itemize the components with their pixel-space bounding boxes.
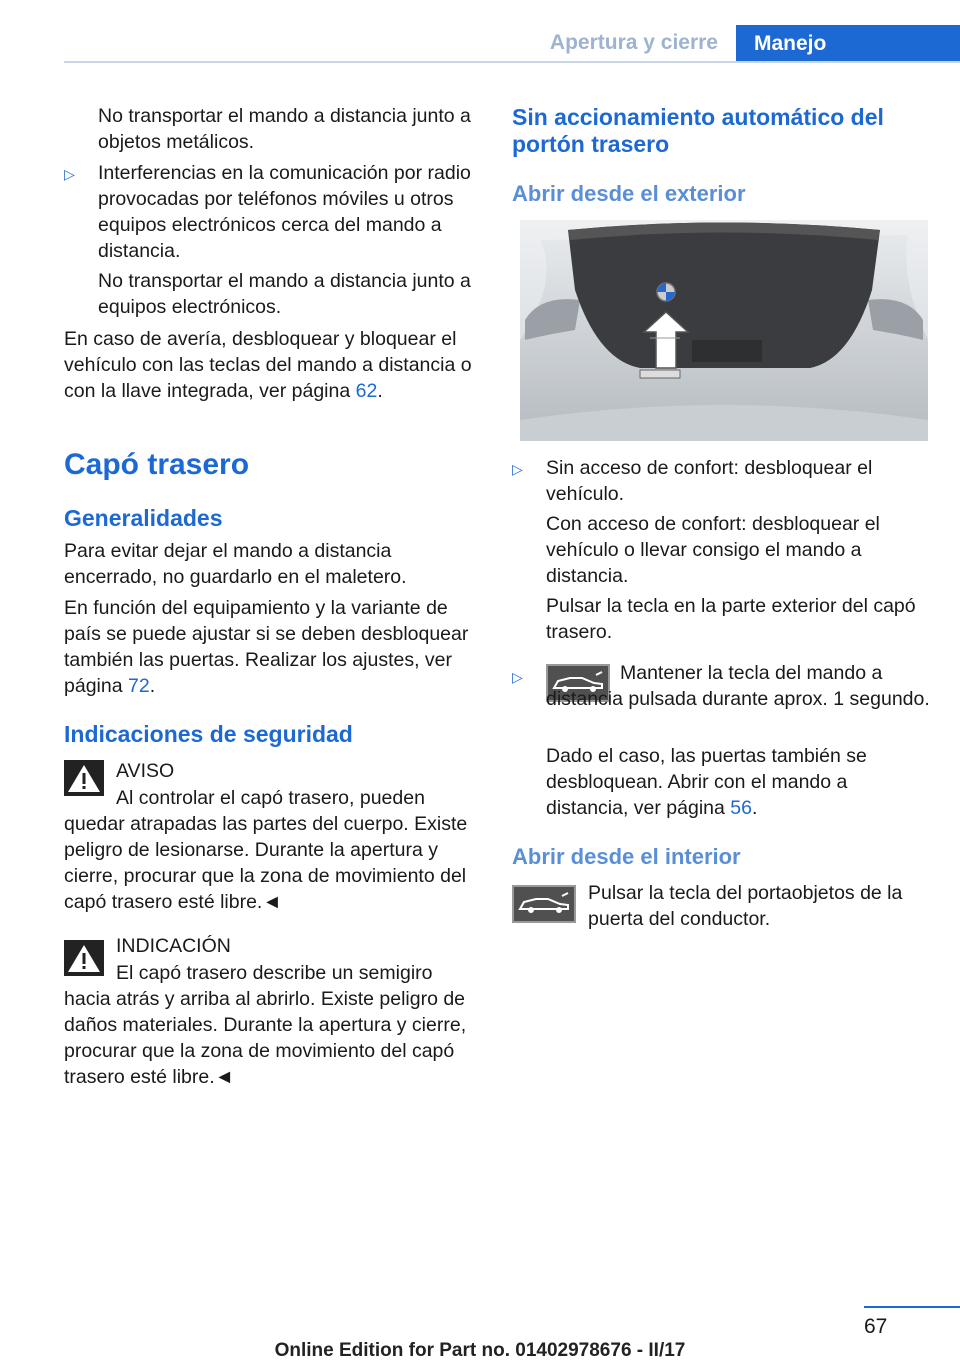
bullet-icon: ▷ (64, 166, 75, 182)
page-number: 67 (864, 1315, 888, 1338)
paragraph-press-outside-button: Pulsar la tecla en la parte exterior del capó trasero. (546, 595, 916, 643)
warning-1-text: Al controlar el capó trasero, pueden quedar atrapadas las partes del cuerpo. Existe peligro de lesionarse. Durante la apertura y cierre, procurar que la zona de movimiento del capó trasero esté libre.◄ (64, 787, 468, 913)
warning-1-title: AVISO (116, 760, 175, 782)
warning-2-text: El capó trasero describe un semigiro hacia atrás y arriba al abrirlo. Existe peligro de daños materiales. Durante la apertura y cierre, procurar que la zona de movimiento del capó trasero esté libre.◄ (64, 962, 467, 1088)
header-section-title: Apertura y cierre (549, 31, 718, 54)
paragraph-doors-unlock: Dado el caso, las puertas también se desbloquean. Abrir con el mando a distancia, ver página 56. (546, 745, 867, 819)
paragraph-electronic-devices: No transportar el mando a distancia junto a equipos electrónicos. (98, 270, 471, 318)
paragraph-comfort-access: Con acceso de confort: desbloquear el vehículo o llevar consigo el mando a distancia. (546, 513, 880, 587)
paragraph-hold-remote-button: Mantener la tecla del mando a distancia pulsada durante aprox. 1 segundo. (546, 662, 930, 710)
paragraph-equipment-settings: En función del equipamiento y la variante de país se puede ajustar si se deben desbloquear también las puertas. Realizar los ajustes, ver página 72. (64, 597, 469, 697)
heading-open-inside: Abrir desde el interior (512, 844, 741, 869)
trunk-lid-photo (520, 220, 928, 441)
paragraph-fault-unlock: En caso de avería, desbloquear y bloquear el vehículo con las teclas del mando a distancia o con la llave integrada, ver página 62. (64, 328, 472, 402)
trunk-button-icon (512, 885, 576, 923)
heading-general: Generalidades (64, 505, 223, 531)
paragraph-press-inside-button: Pulsar la tecla del portaobjetos de la puerta del conductor. (588, 882, 903, 930)
header-rule (64, 61, 960, 63)
footer-rule (864, 1306, 960, 1308)
paragraph-radio-interference: Interferencias en la comunicación por radio provocadas por teléfonos móviles u otros equipos electrónicos cerca del mando a distancia. (98, 162, 471, 262)
footer-edition: Online Edition for Part no. 01402978676 - II/17 (274, 1340, 686, 1361)
heading-safety: Indicaciones de seguridad (64, 721, 353, 747)
bullet-icon: ▷ (512, 669, 523, 685)
page-link-56[interactable]: 56 (730, 797, 752, 819)
page-link-72[interactable]: 72 (127, 675, 150, 697)
heading-open-outside: Abrir desde el exterior (512, 181, 746, 206)
bullet-icon: ▷ (512, 461, 523, 477)
paragraph-no-comfort-access: Sin acceso de confort: desbloquear el vehículo. (546, 457, 873, 505)
page-link-62[interactable]: 62 (355, 380, 378, 402)
heading-trunk-lid: Capó trasero (64, 448, 250, 481)
heading-no-automatic: Sin accionamiento automático del portón trasero (512, 104, 884, 157)
paragraph-avoid-lock-in: Para evitar dejar el mando a distancia encerrado, no guardarlo en el maletero. (64, 540, 407, 588)
warning-2-title: INDICACIÓN (116, 935, 231, 957)
paragraph-metal-objects: No transportar el mando a distancia junto a objetos metálicos. (98, 105, 471, 153)
header-chapter-tab[interactable]: Manejo (736, 25, 960, 62)
